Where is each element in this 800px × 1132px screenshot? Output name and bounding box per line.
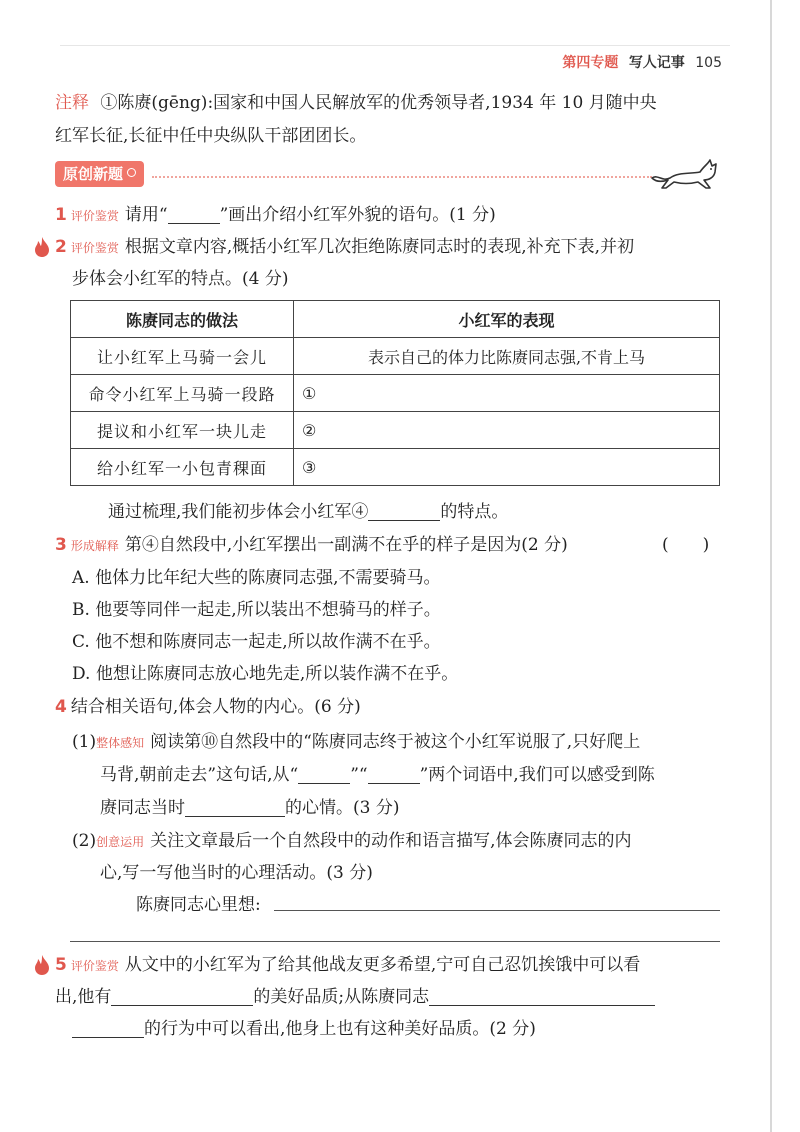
q4-word-blank-2[interactable] [368,763,420,784]
q3-option-c[interactable]: C. 他不想和陈赓同志一起走,所以故作满不在乎。 [72,632,441,652]
q4-p2-num: (2) [72,831,97,851]
q4-p2-tag: 创意运用 [96,835,145,849]
q5-text-3: 的行为中可以看出,他身上也有这种美好品质。(2 分) [144,1019,536,1039]
answer-cell[interactable]: ③ [294,449,720,486]
q2-summary [108,497,508,527]
table-cell: 让小红军上马骑一会儿 [71,338,294,375]
question-1 [55,200,496,231]
q2-text-2: 步体会小红军的特点。(4 分) [72,269,289,289]
header-topic: 第四专题 [562,55,619,71]
answer-cell[interactable]: ① [294,375,720,412]
q4-p1-text-3a: 赓同志当时 [100,798,185,818]
answer-cell[interactable]: ② [294,412,720,449]
question-5-line-1 [55,950,640,981]
question-5-line-3 [72,1014,536,1044]
q5-quality-blank[interactable] [111,985,253,1006]
table-header: 小红军的表现 [294,301,720,338]
q3-answer-paren[interactable]: ( ) [662,535,710,555]
q1-number: 1 [55,205,67,225]
q3-stem: 第④自然段中,小红军摆出一副满不在乎的样子是因为(2 分) [124,535,568,555]
q4-part-2-line-1 [72,826,632,857]
table-row [71,338,720,375]
note-text-1: ①陈赓(gēng):国家和中国人民解放军的优秀领导者,1934 年 10 月随中央 [100,93,657,113]
table-cell: 给小红军一小包青稞面 [71,449,294,486]
page-edge [770,0,772,1132]
q4-p1-text-2b: ”“ [350,765,368,785]
table-header-row [71,301,720,338]
header-section: 写人记事 [628,55,685,71]
table-row [71,412,720,449]
note-line-1 [55,88,657,118]
q3-number: 3 [55,535,67,555]
original-question-badge [55,161,144,187]
q4-p1-tag: 整体感知 [96,736,145,750]
q2-text-1: 根据文章内容,概括小红军几次拒绝陈赓同志时的表现,补充下表,并初 [124,237,635,257]
q1-tag: 评价鉴赏 [70,209,119,223]
badge-label: 原创新题 [63,165,124,183]
q4-part-1-line-2 [100,760,655,790]
question-5-line-2 [55,982,655,1012]
question-2-line-1 [55,232,634,263]
q2-tag: 评价鉴赏 [70,241,119,255]
q4-stem: 结合相关语句,体会人物的内心。(6 分) [70,697,361,717]
q5-number: 5 [55,955,67,975]
q2-table [70,300,720,486]
q5-text-2a: 出,他有 [55,987,112,1007]
q4-p1-text-3b: 的心情。(3 分) [285,798,400,818]
fire-icon [34,954,50,976]
q4-mood-blank[interactable] [185,796,285,817]
q3-option-a[interactable]: A. 他体力比年纪大些的陈赓同志强,不需要骑马。 [72,568,441,588]
q3-option-d[interactable]: D. 他想让陈赓同志放心地先走,所以装作满不在乎。 [72,664,459,684]
q4-p2-text-2: 心,写一写他当时的心理活动。(3 分) [100,863,373,883]
q2-summary-after: 的特点。 [440,502,509,522]
cat-icon [648,152,720,192]
note-line-2: 红军长征,长征中任中央纵队干部团团长。 [55,126,367,146]
running-header [562,52,722,72]
q5-tag: 评价鉴赏 [70,959,119,973]
badge-circle-icon [127,168,136,177]
header-rule [60,45,730,46]
q5-behavior-blank-2[interactable] [72,1017,144,1038]
q2-summary-blank[interactable] [368,500,440,521]
table-header: 陈赓同志的做法 [71,301,294,338]
q5-text-1: 从文中的小红军为了给其他战友更多希望,宁可自己忍饥挨饿中可以看 [124,955,641,975]
q4-answer-line-1[interactable] [274,910,720,911]
fire-icon [34,236,50,258]
note-label: 注释 [55,93,89,113]
q2-summary-before: 通过梳理,我们能初步体会小红军④ [108,502,369,522]
table-row [71,449,720,486]
dotted-divider [152,176,652,178]
q4-part-1-line-1 [72,727,640,758]
q4-p1-text-1: 阅读第⑩自然段中的“陈赓同志终于被这个小红军说服了,只好爬上 [150,732,641,752]
table-cell: 提议和小红军一块儿走 [71,412,294,449]
table-cell: 表示自己的体力比陈赓同志强,不肯上马 [294,338,720,375]
q4-word-blank-1[interactable] [298,763,350,784]
q1-text-after: ”画出介绍小红军外貌的语句。(1 分) [219,205,496,225]
question-3 [55,530,568,561]
q5-behavior-blank-1[interactable] [429,985,655,1006]
q4-part-1-line-3 [100,793,399,823]
q3-option-b[interactable]: B. 他要等同伴一起走,所以装出不想骑马的样子。 [72,600,441,620]
q2-number: 2 [55,237,67,257]
q4-number: 4 [55,697,67,717]
q4-p1-text-2c: ”两个词语中,我们可以感受到陈 [419,765,655,785]
q5-text-2b: 的美好品质;从陈赓同志 [253,987,430,1007]
page-number: 105 [695,55,722,71]
q1-answer-blank[interactable] [168,203,220,224]
q1-text-before: 请用“ [124,205,168,225]
table-row [71,375,720,412]
q4-answer-line-2[interactable] [70,941,720,942]
q4-p1-text-2a: 马背,朝前走去”这句话,从“ [100,765,299,785]
q3-tag: 形成解释 [70,539,119,553]
q4-p1-num: (1) [72,732,97,752]
q4-p2-answer-label: 陈赓同志心里想: [136,895,261,915]
q4-p2-text-1: 关注文章最后一个自然段中的动作和语言描写,体会陈赓同志的内 [150,831,632,851]
table-cell: 命令小红军上马骑一段路 [71,375,294,412]
question-4 [55,692,361,722]
